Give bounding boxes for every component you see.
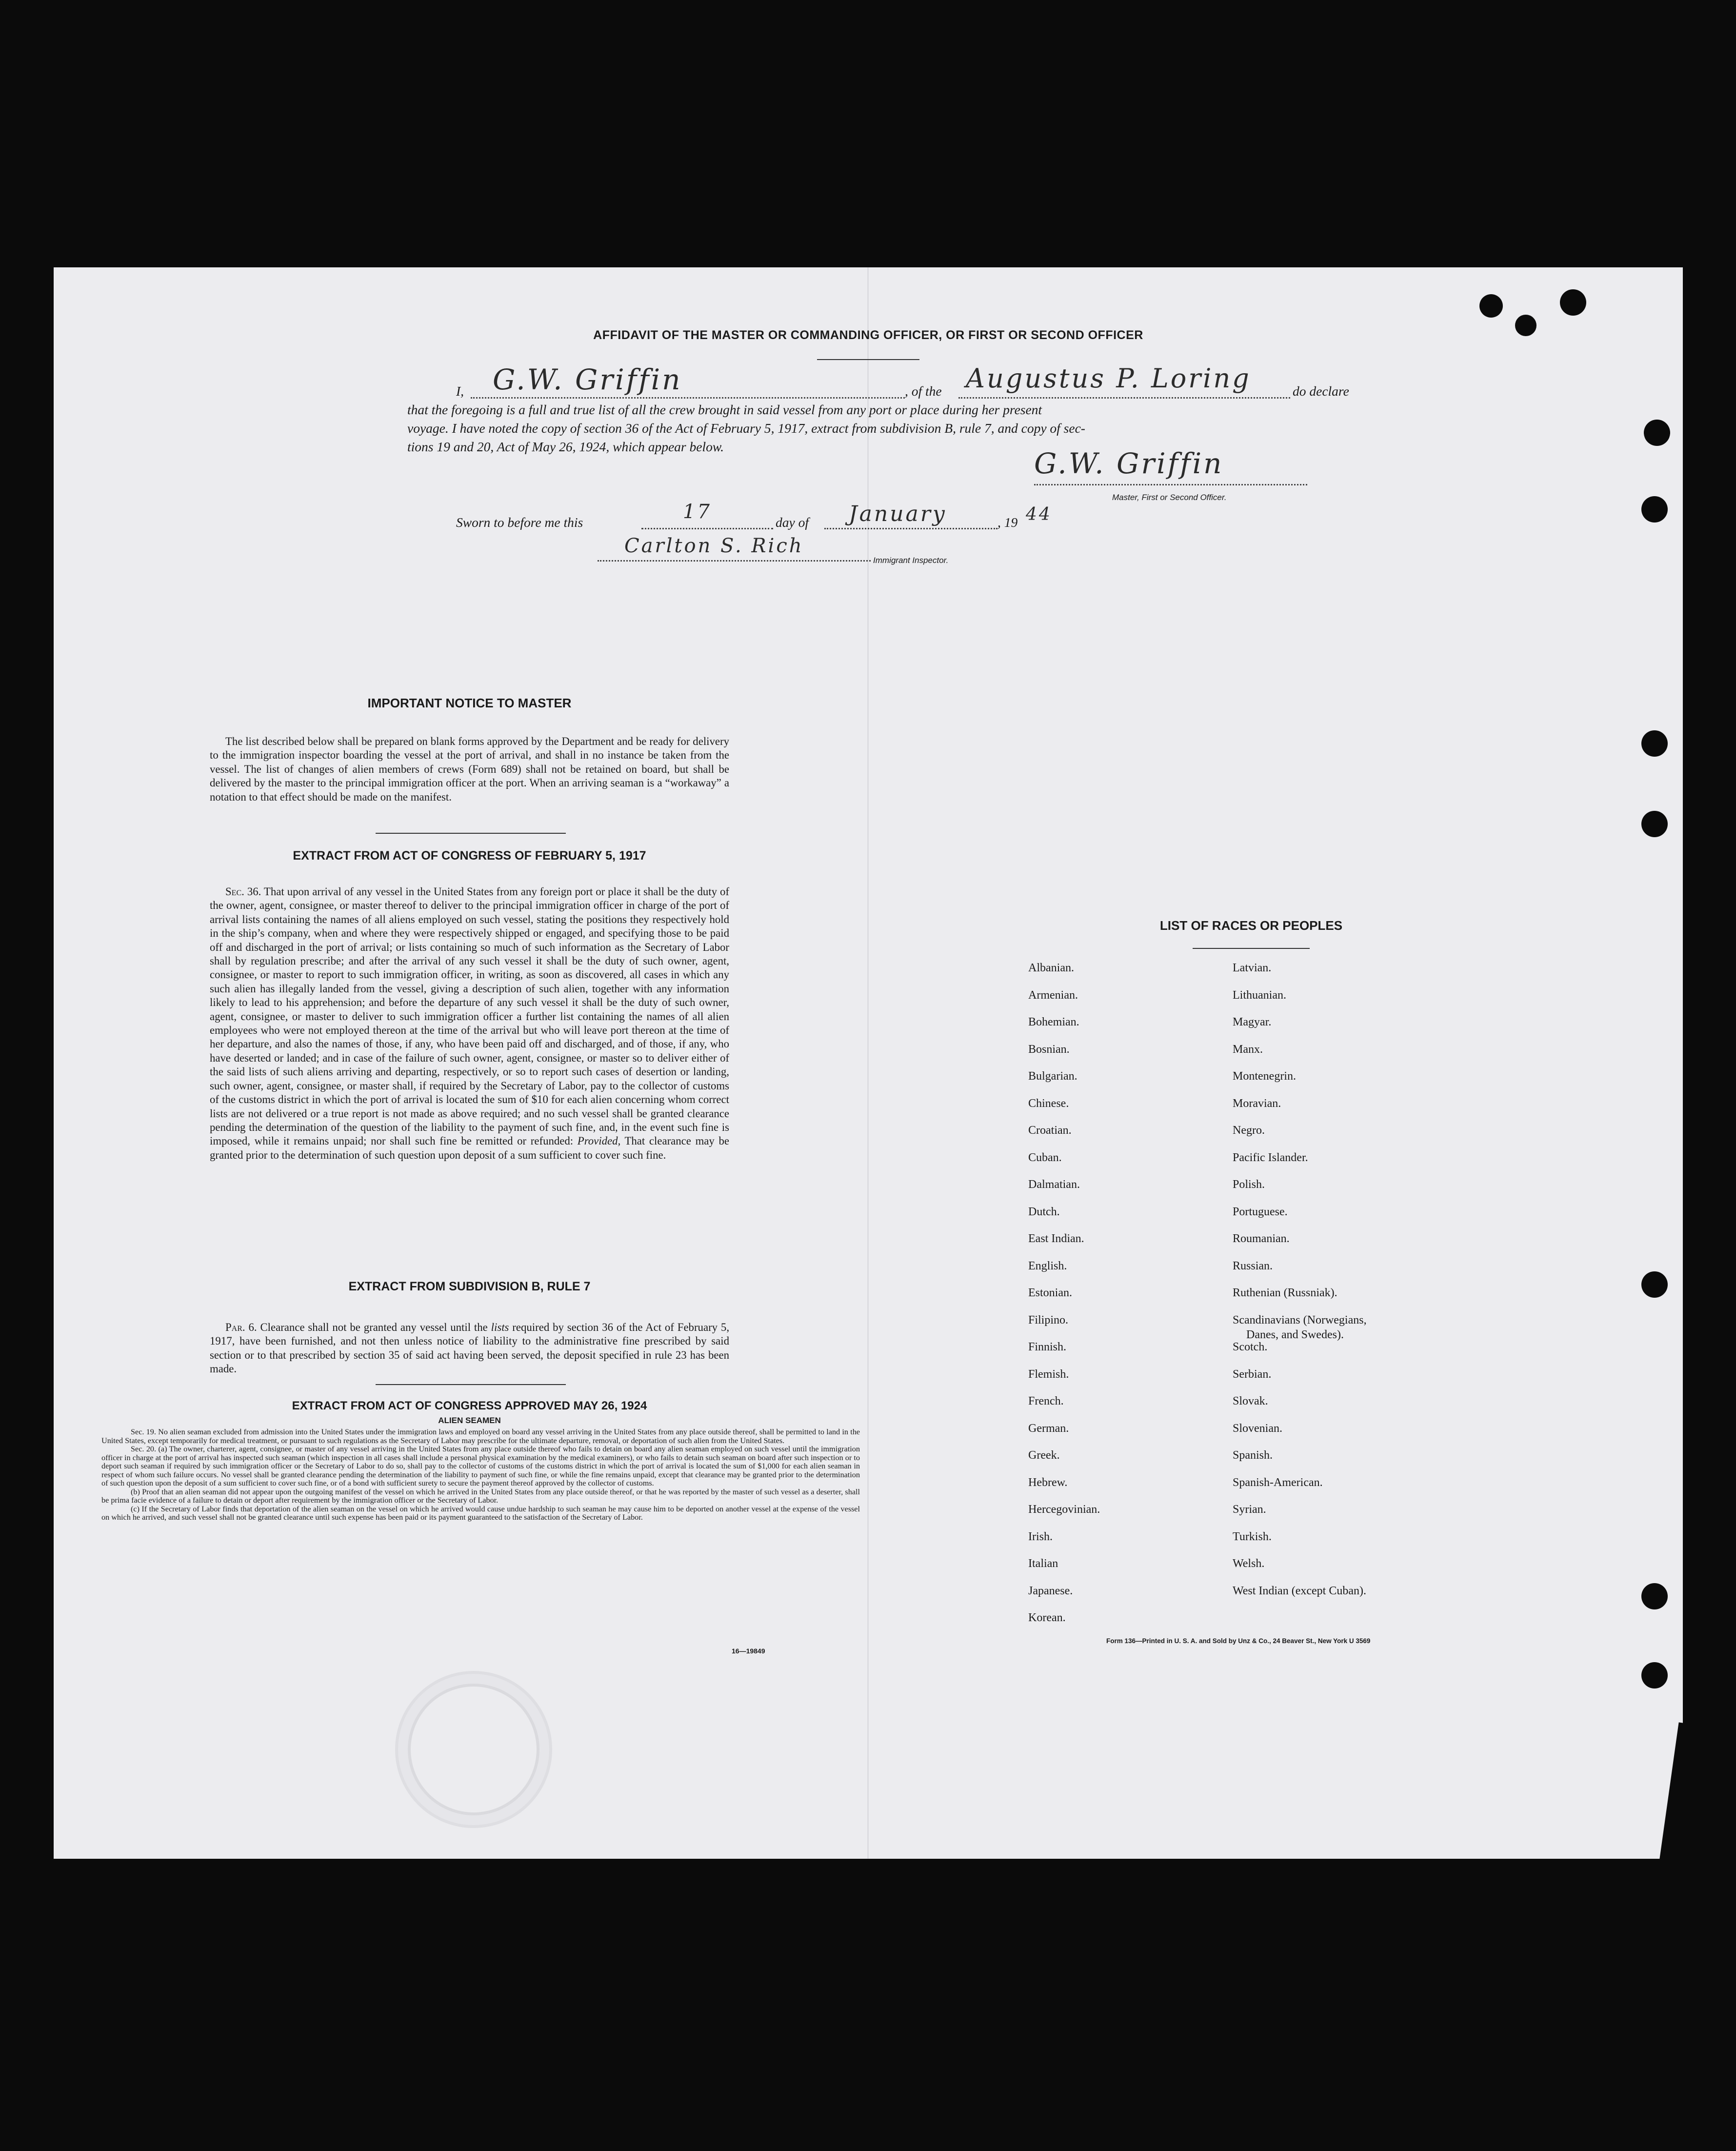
document-sheet	[54, 267, 1683, 1859]
master-signature: G.W. Griffin	[1034, 447, 1224, 480]
divider	[376, 1384, 566, 1385]
sec-19-text: Sec. 19. No alien seaman excluded from admission into the United States under the immigration laws and employed on board any vessel arriving in the United States from any place outside thereof, shall be permitted to land in the United States, except temporarily for medical treatment, or pursuant to such regulations as the Secretary of Labor may prescribe for the ultimate departure, removal, or deportation of such alien from the United States.	[101, 1427, 860, 1445]
affidavit-i: I,	[456, 383, 464, 399]
affidavit-declare: do declare	[1293, 383, 1349, 399]
sworn-day-line	[641, 526, 773, 529]
race-item: Negro.	[1233, 1124, 1265, 1137]
race-item: Italian	[1028, 1557, 1058, 1570]
extract-1924-title: EXTRACT FROM ACT OF CONGRESS APPROVED MAY 26, 1924	[292, 1399, 647, 1412]
binder-hole	[1641, 730, 1668, 757]
sworn-month-line	[824, 526, 998, 529]
inspector-signature: Carlton S. Rich	[624, 535, 804, 557]
par-6-label: Par. 6.	[225, 1321, 257, 1333]
binder-hole	[1641, 811, 1668, 837]
race-item: Welsh.	[1233, 1557, 1265, 1570]
race-item: French.	[1028, 1395, 1064, 1407]
affidavit-of-the: , of the	[905, 383, 942, 399]
notice-title: IMPORTANT NOTICE TO MASTER	[367, 696, 572, 710]
race-item: Cuban.	[1028, 1151, 1062, 1164]
race-item: Armenian.	[1028, 988, 1078, 1002]
races-title: LIST OF RACES OR PEOPLES	[1159, 918, 1343, 933]
race-item: Slovenian.	[1233, 1422, 1282, 1435]
form-footer: Form 136—Printed in U. S. A. and Sold by Unz & Co., 24 Beaver St., New York U 3569	[1106, 1637, 1371, 1645]
sec-20a-text: Sec. 20. (a) The owner, charterer, agent, consignee, or master of any vessel arriving in the United States from any place outside thereof who fails to detain on board any alien seaman employed on such vessel until the immigration officer in charge at the port of arrival has inspected such seaman (which inspection in all cases shall include a personal physical examination by the medical examiners), or who fails to detain such seaman on board after such inspection or to deport such seaman if required by such immigration officer or the Secretary of Labor to do so, shall pay to the collector of customs of the customs district in which the port of arrival is located the sum of $1,000 for each alien seaman in respect of whom such failure occurs. No vessel shall be granted clearance pending the determination of the liability to payment of such fine, or while the fine remains unpaid, except that clearance may be granted prior to the determination of such question upon the deposit of a sum sufficient to cover such fine, or of a bond with sufficient surety to secure the payment thereof approved by the collector of customs.	[101, 1445, 860, 1488]
sec-20b-text: (b) Proof that an alien seaman did not appear upon the outgoing manifest of the vessel on which he arrived in the United States from any place outside thereof, or that he was reported by the master of such vessel as a deserter, shall be prima facie evidence of a failure to detain or deport after requirement by the immigration officer or the Secretary of Labor.	[101, 1487, 860, 1505]
sec-20c-text: (c) If the Secretary of Labor finds that deportation of the alien seaman on the vessel on which he arrived would cause undue hardship to such seaman he may cause him to be deported on another vessel at the expense of the vessel on which he arrived, and such vessel shall not be granted clearance until such expense has been paid or its payment guaranteed to the satisfaction of the Secretary of Labor.	[101, 1504, 860, 1522]
inspector-caption: Immigrant Inspector.	[873, 556, 949, 565]
handwritten-master-name: G.W. Griffin	[493, 363, 682, 396]
affidavit-line-3: voyage. I have noted the copy of section 36 of the Act of February 5, 1917, extract from subdivision B, rule 7, and copy of sec-	[407, 421, 1085, 436]
extract-1917-title: EXTRACT FROM ACT OF CONGRESS OF FEBRUARY 5, 1917	[293, 849, 646, 863]
rule7-lists-word: lists	[491, 1321, 509, 1333]
print-code: 16—19849	[732, 1647, 765, 1655]
alien-seamen-subtitle: ALIEN SEAMEN	[438, 1416, 501, 1425]
rule7-title: EXTRACT FROM SUBDIVISION B, RULE 7	[348, 1280, 591, 1293]
binder-hole	[1479, 294, 1503, 318]
binder-hole	[1641, 1583, 1668, 1609]
handwritten-vessel-name: Augustus P. Loring	[966, 363, 1251, 394]
race-item: Irish.	[1028, 1530, 1053, 1543]
race-item: Ruthenian (Russniak).	[1233, 1287, 1337, 1299]
rule7-body	[210, 1321, 729, 1376]
rule7-text-b: required by section 36 of the Act of February 5, 1917, have been furnished, and not then unless notice of liability to the administrative fine prescribed by said section or to that prescribed by section 35 of said act having been served, the deposit specified in rule 23 has been made.	[210, 1321, 730, 1375]
vessel-name-line	[958, 394, 1290, 399]
race-item: Korean.	[1028, 1611, 1066, 1624]
sworn-year-prefix: , 19	[998, 515, 1018, 530]
race-item: Bosnian.	[1028, 1043, 1070, 1056]
notice-body: The list described below shall be prepared on blank forms approved by the Department and be ready for delivery to the immigration inspector boarding the vessel at the port of arrival, and shall in no instance be taken from the vessel. The list of changes of alien members of crews (Form 689) shall not be retained on board, but shall be delivered by the master to the principal immigration officer at the port. When an arriving seaman is a “workaway” a notation to that effect should be made on the manifest.	[210, 735, 729, 803]
rule7-text-a: Clearance shall not be granted any vessel until the	[260, 1321, 488, 1333]
extract-1924-body	[101, 1428, 860, 1522]
race-item: Hercegovinian.	[1028, 1503, 1100, 1516]
binder-hole	[1641, 496, 1668, 523]
race-item: Hebrew.	[1028, 1476, 1068, 1489]
race-item: Syrian.	[1233, 1503, 1266, 1516]
race-item: Montenegrin.	[1233, 1070, 1296, 1083]
race-item: Greek.	[1028, 1449, 1060, 1462]
race-item: Scandinavians (Norwegians,	[1233, 1313, 1367, 1327]
race-item: Serbian.	[1233, 1367, 1272, 1381]
proviso-text: That clearance may be granted prior to the determination of such question upon deposit of a sum sufficient to cover such fine.	[210, 1135, 729, 1161]
race-item: Spanish.	[1233, 1449, 1273, 1462]
binder-hole	[1641, 1662, 1668, 1689]
race-item: Magyar.	[1233, 1016, 1272, 1028]
signature-caption: Master, First or Second Officer.	[1112, 493, 1227, 502]
race-item: Dalmatian.	[1028, 1178, 1080, 1191]
race-item: Albanian.	[1028, 962, 1074, 974]
signature-line	[1034, 482, 1307, 485]
race-item: Turkish.	[1233, 1530, 1272, 1543]
race-item: Danes, and Swedes).	[1246, 1328, 1344, 1341]
race-item: German.	[1028, 1422, 1069, 1435]
race-item: Dutch.	[1028, 1205, 1060, 1218]
race-item: Russian.	[1233, 1259, 1273, 1272]
race-item: East Indian.	[1028, 1232, 1084, 1245]
divider	[376, 833, 566, 834]
race-item: English.	[1028, 1259, 1067, 1272]
race-item: Portuguese.	[1233, 1205, 1288, 1218]
title-rule	[817, 359, 919, 360]
extract-1917-body	[210, 885, 729, 1162]
affidavit-line-4: tions 19 and 20, Act of May 26, 1924, which appear below.	[407, 439, 724, 454]
race-item: Latvian.	[1233, 962, 1272, 974]
race-item: Chinese.	[1028, 1097, 1069, 1110]
race-item: Japanese.	[1028, 1584, 1073, 1597]
race-item: Spanish-American.	[1233, 1476, 1323, 1489]
race-item: Finnish.	[1028, 1341, 1067, 1353]
sworn-month: January	[849, 502, 947, 526]
races-title-rule	[1193, 948, 1310, 949]
race-item: Roumanian.	[1233, 1232, 1290, 1245]
race-item: Pacific Islander.	[1233, 1151, 1308, 1164]
sworn-day-of: day of	[776, 515, 809, 530]
binder-hole	[1644, 420, 1670, 446]
binder-hole	[1560, 289, 1586, 316]
embossed-seal	[395, 1671, 552, 1828]
sworn-day: 17	[683, 501, 712, 523]
sworn-prefix: Sworn to before me this	[456, 515, 583, 530]
race-item: Croatian.	[1028, 1124, 1072, 1137]
race-item: Moravian.	[1233, 1097, 1281, 1110]
race-item: Polish.	[1233, 1178, 1265, 1191]
sec-36-label: Sec. 36.	[225, 885, 261, 898]
race-item: Estonian.	[1028, 1287, 1072, 1299]
sworn-year: 44	[1026, 504, 1052, 524]
race-item: Flemish.	[1028, 1367, 1069, 1381]
inspector-line	[598, 558, 871, 562]
affidavit-line-2: that the foregoing is a full and true list of all the crew brought in said vessel from any port or place during her present	[407, 402, 1042, 417]
binder-hole	[1641, 1271, 1668, 1298]
affidavit-title: AFFIDAVIT OF THE MASTER OR COMMANDING OFFICER, OR FIRST OR SECOND OFFICER	[593, 328, 1143, 342]
race-item: Filipino.	[1028, 1313, 1069, 1327]
race-item: Scotch.	[1233, 1341, 1268, 1353]
race-item: Bohemian.	[1028, 1016, 1079, 1028]
race-item: Bulgarian.	[1028, 1070, 1078, 1083]
race-item: Slovak.	[1233, 1395, 1268, 1407]
race-item: West Indian (except Cuban).	[1233, 1584, 1366, 1597]
race-item: Lithuanian.	[1233, 988, 1286, 1002]
binder-hole	[1515, 315, 1536, 336]
race-item: Manx.	[1233, 1043, 1263, 1056]
proviso-label: Provided,	[577, 1135, 621, 1147]
sec-36-text: That upon arrival of any vessel in the United States from any foreign port or place it shall be the duty of the owner, agent, consignee, or master thereof to deliver to the principal immigration officer in charge of the port of arrival lists containing the names of all aliens employed on such vessel, stating the positions they respectively hold in the ship’s company, when and where they were respectively shipped or engaged, and specifying those to be paid off and discharged in the port of arrival; or lists containing so much of such information as the Secretary of Labor shall by regulation prescribe; and after the arrival of any such vessel it shall be the duty of such owner, agent, consignee, or master to report to such immigration officer, in writing, as soon as discovered, all cases in which any such alien has illegally landed from the vessel, giving a description of such alien, together with any information likely to lead to his apprehension; and before the departure of any such vessel it shall be the duty of such owner, agent, consignee, or master to deliver to such immigration officer a further list containing the names of all alien employees who were not employed thereon at the time of the arrival but who will leave port thereon at the time of her departure, and also the names of those, if any, who have been paid off and discharged, and of those, if any, who have deserted or landed; and in case of the failure of such owner, agent, consignee, or master so to deliver either of the said lists of such aliens arriving and departing, respectively, or so to report such cases of desertion or landing, such owner, agent, consignee, or master shall, if required by the Secretary of Labor, pay to the collector of customs of the customs district in which the port of arrival is located the sum of $10 for each alien concerning whom correct lists are not delivered or a true report is not made as above required; and no such vessel shall be granted clearance pending the determination of the question of the liability to the payment of such fine, and, in the event such fine is imposed, while it remains unpaid; nor shall such fine be remitted or refunded:	[210, 885, 729, 1147]
